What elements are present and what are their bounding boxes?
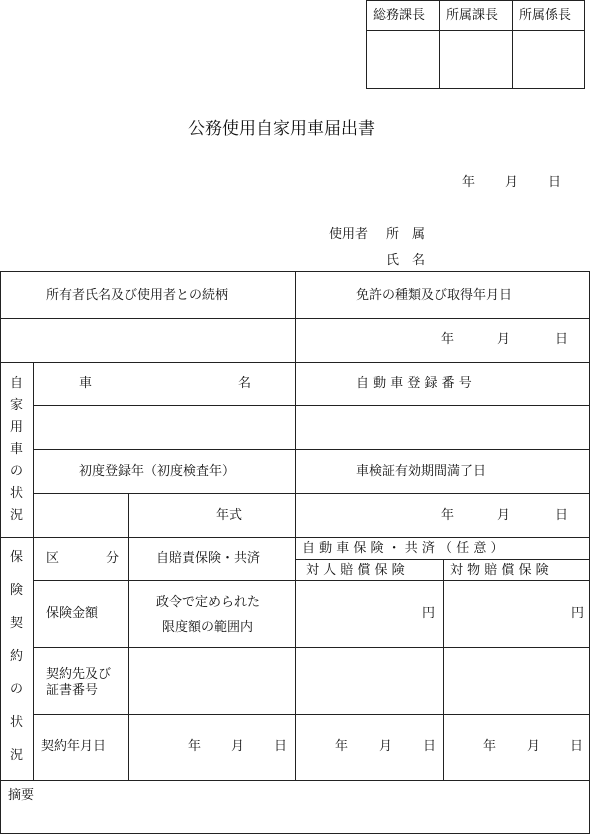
property-amount-field[interactable]	[444, 581, 568, 647]
first-registration-header: 初度登録年（初度検査年）	[79, 464, 236, 479]
legal-limit-line1: 政令で定められた	[156, 595, 261, 610]
approval-stamp-general-affairs[interactable]	[367, 31, 439, 88]
bodily-date-month: 月	[379, 739, 393, 754]
inspection-year-label: 年	[441, 508, 455, 523]
contract-label-line2: 証書番号	[46, 683, 99, 698]
division-label-b: 分	[106, 551, 120, 566]
compulsory-contract-field[interactable]	[129, 648, 295, 714]
license-year-label: 年	[441, 332, 455, 347]
car-name-label-a: 車	[79, 376, 93, 391]
bodily-injury-header: 対 人 賠 償 保 険	[306, 563, 405, 578]
owner-relationship-header: 所有者氏名及び使用者との続柄	[46, 288, 229, 303]
license-day-label: 日	[555, 332, 569, 347]
compulsory-date-year: 年	[188, 739, 202, 754]
model-year-label: 年式	[216, 508, 243, 523]
car-name-field[interactable]	[34, 406, 295, 449]
bodily-amount-yen: 円	[422, 606, 436, 621]
property-damage-header: 対 物 賠 償 保 険	[450, 563, 549, 578]
car-name-label-b: 名	[238, 376, 252, 391]
approval-stamp-dept-chief[interactable]	[440, 31, 512, 88]
bodily-date-year: 年	[335, 739, 349, 754]
approval-header-general-affairs: 総務課長	[373, 8, 426, 23]
contract-label-line1: 契約先及び	[46, 667, 112, 682]
compulsory-insurance-header: 自賠責保険・共済	[156, 551, 261, 566]
remarks-label: 摘要	[8, 788, 35, 803]
first-registration-field[interactable]	[34, 494, 128, 537]
property-date-year: 年	[483, 739, 497, 754]
property-contract-field[interactable]	[444, 648, 589, 714]
date-year-label: 年	[462, 175, 476, 190]
insured-amount-label: 保険金額	[46, 606, 99, 621]
division-label-a: 区	[46, 551, 60, 566]
property-amount-yen: 円	[571, 606, 585, 621]
approval-header-dept-chief: 所属課長	[446, 8, 499, 23]
contract-date-label: 契約年月日	[41, 739, 107, 754]
legal-limit-line2: 限度額の範囲内	[162, 620, 254, 635]
license-header: 免許の種類及び取得年月日	[356, 288, 513, 303]
compulsory-date-day: 日	[274, 739, 288, 754]
user-label: 使用者	[329, 227, 369, 242]
approval-stamp-section-chief[interactable]	[513, 31, 584, 88]
date-day-label: 日	[548, 175, 562, 190]
name-label: 氏 名	[386, 253, 426, 268]
registration-number-field[interactable]	[296, 406, 589, 449]
property-date-month: 月	[527, 739, 541, 754]
date-month-label: 月	[505, 175, 519, 190]
owner-relationship-field[interactable]	[1, 319, 295, 362]
bodily-date-day: 日	[423, 739, 437, 754]
approval-header-section-chief: 所属係長	[519, 8, 572, 23]
property-date-day: 日	[570, 739, 584, 754]
registration-number-header: 自 動 車 登 録 番 号	[356, 376, 472, 391]
license-month-label: 月	[497, 332, 511, 347]
department-label: 所 属	[386, 227, 426, 242]
inspection-month-label: 月	[497, 508, 511, 523]
bodily-contract-field[interactable]	[296, 648, 443, 714]
bodily-amount-field[interactable]	[296, 581, 420, 647]
voluntary-insurance-header: 自 動 車 保 険 ・ 共 済 （ 任 意 ）	[302, 541, 504, 556]
inspection-expiry-header: 車検証有効期間満了日	[356, 464, 487, 479]
form-title: 公務使用自家用車届出書	[188, 119, 375, 139]
compulsory-date-month: 月	[231, 739, 245, 754]
remarks-field[interactable]	[1, 806, 589, 833]
inspection-day-label: 日	[555, 508, 569, 523]
